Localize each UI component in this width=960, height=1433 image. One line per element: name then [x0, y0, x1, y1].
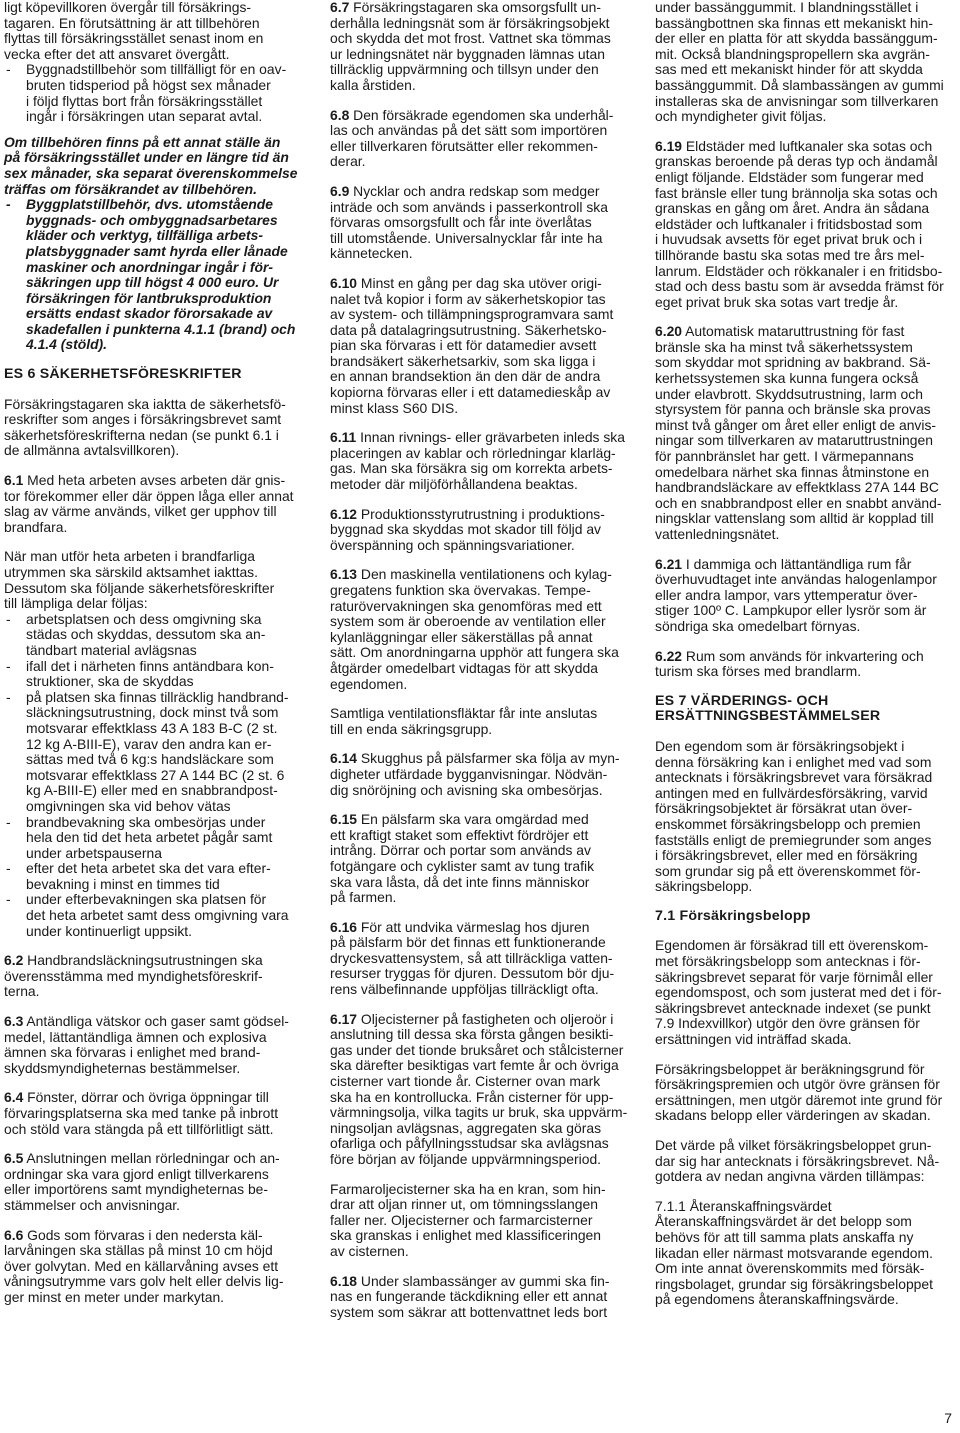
clause-6-15 [330, 812, 633, 906]
intro-text: ligt köpevillkoren övergår till försäkrings- tagaren. En förutsättning är att tillbehören flyttas till försäkringsstället senast inom en vecka efter det att ansvaret övergått. [4, 0, 264, 62]
clause-text: Skugghus på pälsfarmer ska följa av myn- digheter utfärdade bygganvisningar. Nödvän- dig snöröjning och avisning ska ombesörjas. [330, 750, 620, 798]
list-item: - efter det heta arbetet ska det vara efter- bevakning i minst en timmes tid [4, 861, 307, 892]
intro-dash-list [4, 62, 307, 124]
clause-number: 6.17 [330, 1010, 358, 1027]
clause-number: 6.22 [655, 647, 683, 664]
list-item: - arbetsplatsen och dess omgivning ska städas och skyddas, dessutom ska an- tändbart material avlägsnas [4, 612, 307, 659]
clause-text: Anslutningen mellan rörledningar och an- ordningar ska vara gjord enligt tillverkarens eller importörens samt myndigheternas be- stämmelser och anvisningar. [4, 1150, 280, 1213]
clause-text: Försäkringstagaren ska omsorgsfullt un- derhålla ledningsnät som är försäkringsobjekt och skydda det mot frost. Vattnet ska tömmas ur ledningsnätet när byggnaden lämnas utan tillräcklig uppvärmning och tillsyn under den kalla årstiden. [330, 0, 611, 93]
clause-text: Handbrandsläckningsutrustningen ska överensstämma med myndighetsföreskrif- terna. [4, 952, 263, 1000]
clause-number: 6.14 [330, 750, 358, 767]
clause-text: Rum som används för inkvartering och turism ska förses med brandlarm. [655, 647, 924, 680]
s71-para-1: Egendomen är försäkrad till ett överenskom- met försäkringsbelopp som antecknas i för- säkringsbrevet separat för varje förnimål eller egendomspost, och som justerat med det i för- säkringsbrevet antecknade indexet (se punkt 7.9 Indexvillkor) utgör den övre gränsen för ersättningen vid inträffad skada. [655, 937, 942, 1048]
clause-number: 6.13 [330, 566, 358, 583]
clause-6-1 [4, 473, 307, 535]
clause-text: Den försäkrade egendomen ska underhål- las och användas på det sätt som importören eller tillverkaren förutsätter eller rekommen- derar. [330, 106, 614, 170]
clause-text: Automatisk mataruttrustning för fast bränsle ska ha minst två säkerhetssystem som skyddar mot spridning av bakbrand. Sä- kerhetssystemen ska kunna fungera också under elavbrott. Skyddsutrustning, larm och styrsystem för panna och bränsle ska provas minst två gånger om året eller enligt de anvis- ningar som tillverkaren av mataruttrustningen för pannbränslet har gett. I värmepannans omedelbara närhet ska finnas åtminstone en handbrandsläckare av effektklass 27A 144 BC och en snabbrandpost eller en snabbt använd- ningsklar vattenslang som alltid är kopplad till vattenledningsnätet. [655, 323, 942, 542]
clause-6-10 [330, 276, 633, 416]
section-heading-es7: ES 7 VÄRDERINGS- OCH ERSÄTTNINGSBESTÄMMELSER [655, 692, 881, 725]
clause-6-18 [330, 1274, 633, 1321]
hot-work-para: När man utför heta arbeten i brandfarliga utrymmen ska särskild aktsamhet iakttas. Dessutom ska följande säkerhetsföreskrifter till lämpliga delar följas: [4, 548, 275, 612]
column-right [655, 0, 958, 1308]
continuation-para: under bassänggummit. I blandningsstället i bassängbottnen ska finnas ett mekaniskt hin- der eller en platta för att skydda bassänggum- mit. Också blandningspropellern ska avgrän- sas med ett mekaniskt hinder för att skydda bassänggummit. Då slambassängen av gummi installeras ska de anvisningar som tillverkaren och myndigheter givit följas. [655, 0, 944, 125]
section-heading-es6: ES 6 SÄKERHETSFÖRESKRIFTER [4, 366, 242, 383]
es6-intro: Försäkringstagaren ska iaktta de säkerhetsfö- reskrifter som anges i försäkringsbrevet samt säkerhetsföreskrifterna nedan (se punkt 6.1 i de allmänna avtalsvillkoren). [4, 395, 286, 459]
clause-6-5 [4, 1151, 307, 1213]
clause-number: 6.19 [655, 137, 683, 154]
clause-number: 6.21 [655, 555, 683, 572]
construction-site-list [4, 197, 307, 353]
clause-6-12 [330, 507, 633, 554]
clause-text: Med heta arbeten avses arbeten där gnis- tor förekommer eller där öppen låga eller annat slag av värme används, vilket ger upphov till brandfara. [4, 472, 294, 535]
clause-6-17 [330, 1012, 633, 1168]
clause-6-21 [655, 557, 958, 635]
list-item: - brandbevakning ska ombesörjas under hela den tid det heta arbetet pågår samt under arbetspauserna [4, 815, 307, 862]
clause-text: För att undvika värmeslag hos djuren på pälsfarm bör det finnas ett funktionerande dryckesvattensystem, så att tillräckliga vatten- resurser tryggas för djuren. Dessutom bör dju- rens välbefinnande uppföljas tillräckligt ofta. [330, 918, 615, 998]
page-number: 7 [944, 1410, 952, 1426]
clause-text: Fönster, dörrar och övriga öppningar till förvaringsplatserna ska med tanke på inbrott och stöld vara stängda på ett tillförlitligt sätt. [4, 1089, 279, 1137]
clause-text: Innan rivnings- eller grävarbeten inleds ska placeringen av kablar och rörledningar klarläg- gas. Man ska försäkra sig om korrekta arbets- metoder där miljöförhållandena beaktas. [330, 429, 625, 493]
section-heading-7-1-1: 7.1.1 Återanskaffningsvärdet [655, 1197, 832, 1214]
clause-number: 6.3 [4, 1013, 24, 1030]
column-middle [330, 0, 633, 1320]
clause-number: 6.11 [330, 429, 357, 446]
clause-text: En pälsfarm ska vara omgärdad med ett kraftigt staket som effektivt fördröjer ett intrång. Dörrar och portar som används av fotgängare och cyklister samt av tung trafik ska vara låsta, då det inte finns människor på farmen. [330, 811, 595, 906]
clause-6-6 [4, 1228, 307, 1306]
clause-number: 6.7 [330, 0, 350, 15]
clause-6-7 [330, 0, 633, 94]
clause-6-3 [4, 1014, 307, 1076]
clause-6-22 [655, 649, 958, 680]
clause-6-14 [330, 751, 633, 798]
clause-number: 6.2 [4, 952, 24, 969]
s71-para-3: Det värde på vilket försäkringsbeloppet grun- dar sig har antecknats i försäkringsbrevet. Nå- gotdera av nedan angivna värden tillämpas: [655, 1137, 940, 1185]
accessory-notice: Om tillbehören finns på ett annat ställe än på försäkringsstället under en längre tid än sex månader, ska separat överenskommelse träffas om försäkrandet av tillbehören. [4, 133, 298, 197]
clause-text: Gods som förvaras i den nedersta käl- larvåningen ska ställas på minst 10 cm höjd över golvytan. Med en källarvåning avses ett våningsutrymme vars golv helt eller delvis lig- ger minst en meter under markytan. [4, 1226, 284, 1305]
clause-6-9 [330, 184, 633, 262]
clause-6-16 [330, 920, 633, 998]
clause-6-13 [330, 567, 633, 692]
clause-6-20 [655, 324, 958, 542]
list-item: - ifall det i närheten finns antändbara kon- struktioner, ska de skyddas [4, 659, 307, 690]
clause-text: Nycklar och andra redskap som medger inträde och som används i passerkontroll ska förvaras omsorgsfullt och får inte överlåtas till utomstående. Universalnycklar får inte ha kännetecken. [330, 182, 608, 262]
clause-text: Antändliga vätskor och gaser samt gödsel- medel, lättantändliga ämnen och explosiva ämnen ska förvaras i enlighet med brand- skyddsmyndigheternas bestämmelser. [4, 1013, 289, 1076]
clause-number: 6.16 [330, 918, 358, 935]
clause-text: Produktionsstyrutrustning i produktions- byggnad ska skyddas mot skador till följd av överspänning och spänningsvariationer. [330, 505, 605, 553]
clause-6-19 [655, 139, 958, 311]
clause-number: 6.12 [330, 505, 358, 522]
s71-para-2: Försäkringsbeloppet är beräkningsgrund för försäkringspremien och utgör övre gränsen för ersättningen, men utgör däremot inte grund för skadans belopp eller värderingen av skadan. [655, 1060, 943, 1124]
clause-number: 6.8 [330, 106, 350, 123]
list-item: - Byggnadstillbehör som tillfälligt för en oav- bruten tidsperiod på högst sex månader i följd flyttas bort från försäkringsstället ingår i försäkringen utan separat avtal. [4, 62, 307, 124]
clause-text: Eldstäder med luftkanaler ska sotas och granskas beroende på deras typ och ändamål enligt följande. Eldstäder som fungerar med fast bränsle eller tung brännolja ska sotas och granskas en gång om året. Andra än sådana eldstäder och luftkanaler i fritidsbostad som i huvudsak avsetts för eget privat bruk och i tillhörande bastu ska sotas med tre års mel- lanrum. Eldstäder och rökkanaler i en fritidsbo- stad och dess bastu som är avsedda främst för eget privat bruk ska sotas vart tredje år. [655, 137, 944, 310]
section-heading-7-1: 7.1 Försäkringsbelopp [655, 907, 811, 924]
clause-6-4 [4, 1090, 307, 1137]
ventilation-para: Samtliga ventilationsfläktar får inte anslutas till en enda säkringsgrupp. [330, 705, 598, 737]
clause-text: Den maskinella ventilationens och kylag- gregatens funktion ska övervakas. Tempe- raturövervakningen ska genomföras med ett system som är oberoende av ventilation eller kylanläggningar eller säkerställas på annat sätt. Om anordningarna upphör att fungera ska åtgärder omedelbart vidtagas för att skydda egendomen. [330, 566, 619, 692]
clause-number: 6.5 [4, 1150, 24, 1167]
clause-6-2 [4, 953, 307, 1000]
clause-6-8 [330, 108, 633, 170]
es7-para: Den egendom som är försäkringsobjekt i denna försäkring kan i enlighet med vad som antecknats i försäkringsbrevet vara försäkrad antingen med en fullvärdesförsäkring, varvid försäkringsobjektet är försäkrat utan över- enskommet försäkringsbelopp och premien fastställs enligt de premiegrunder som anges i försäkringsbrevet, eller med en försäkring som grundar sig på ett överenskommet för- säkringsbelopp. [655, 737, 933, 895]
clause-number: 6.15 [330, 811, 358, 828]
hot-work-list [4, 612, 307, 939]
clause-text: Minst en gång per dag ska utöver origi- nalet två kopior i form av säkerhetskopior tas av system- och tillämpningsprogramvara samt data på datalagringsutrustning. Säkerhetsko- pian ska förvaras i ett för datamedier avsett brandsäkert säkerhetsarkiv, som ska ligga i en annan brandsektion än den där de andra kopiorna förvaras eller i ett datamedieskåp av minst klass S60 DIS. [330, 274, 614, 416]
clause-text: Oljecisterner på fastigheten och oljeroör i anslutning till dessa ska första gången besikti- gas under det tionde bruksåret och stålcisterner ska därefter besiktigas vart femte år och övriga cisterner vart tionde år. Cisterner ovan mark ska ha en kontrollucka. Från cisterner för upp- värmningsolja, vilka tagits ur bruk, ska uppvärm- ningsoljan avlägsnas, aggregaten ska göras ofarliga och påfyllningsstudsar ska avlägsnas före början av följande uppvärmningsperiod. [330, 1010, 628, 1167]
clause-number: 6.18 [330, 1272, 358, 1289]
clause-number: 6.6 [4, 1226, 24, 1243]
column-left [4, 0, 307, 1306]
clause-number: 6.4 [4, 1089, 24, 1106]
s711-para: Återanskaffningsvärdet är det belopp som behövs för att till samma plats anskaffa ny likadan eller närmast motsvarande egendom. Om inte annat överenskommits med försäk- ringsbolaget, grundar sig försäkringsbeloppet på egendomens återanskaffningsvärde. [655, 1213, 933, 1308]
farm-oil-para: Farmaroljecisterner ska ha en kran, som hin- drar att oljan rinner ut, om tömningsslangen faller ner. Oljecisterner och farmarcisterner ska granskas i enlighet med klassificeringen av cisternen. [330, 1180, 606, 1259]
clause-number: 6.1 [4, 472, 24, 489]
clause-text: Under slambassänger av gummi ska fin- nas en fungerande täckdikning eller ett annat system som säkrar att bottenvattnet leds bort [330, 1272, 610, 1320]
clause-number: 6.9 [330, 182, 350, 199]
clause-number: 6.20 [655, 323, 683, 340]
clause-6-11 [330, 430, 633, 492]
list-item: - under efterbevakningen ska platsen för det heta arbetet samt dess omgivning vara under kontinuerligt uppsikt. [4, 892, 307, 939]
list-item: - på platsen ska finnas tillräcklig handbrand- släckningsutrustning, dock minst två som motsvarar effektklass 43 A 183 B-C (2 st. 12 kg A-BIII-E), varav den andra kan er- sättas med två 6 kg:s handsläckare som motsvarar effektklass 27 A 144 BC (2 st. 6 kg A-BIII-E) eller med en snabbrandpost- omgivningen ska vid behov vätas [4, 690, 307, 815]
clause-number: 6.10 [330, 274, 358, 291]
clause-text: I dammiga och lättantändliga rum får överhuvudtaget inte användas halogenlampor eller andra lampor, vars yttemperatur över- stiger 100º C. Lampkupor eller lysrör som är söndriga ska omedelbart förnyas. [655, 555, 937, 634]
list-item: - Byggplatstillbehör, dvs. utomstående byggnads- och ombyggnadsarbetares kläder och verktyg, tillfälliga arbets- platsbyggnader samt hyrda eller lånade maskiner och anordningar ingår i för- säkringen upp till högst 4 000 euro. Ur försäkringen för lantbruksproduktion ersätts endast skador förorsakade av skadefallen i punkterna 4.1.1 (brand) och 4.1.4 (stöld). [4, 197, 307, 353]
